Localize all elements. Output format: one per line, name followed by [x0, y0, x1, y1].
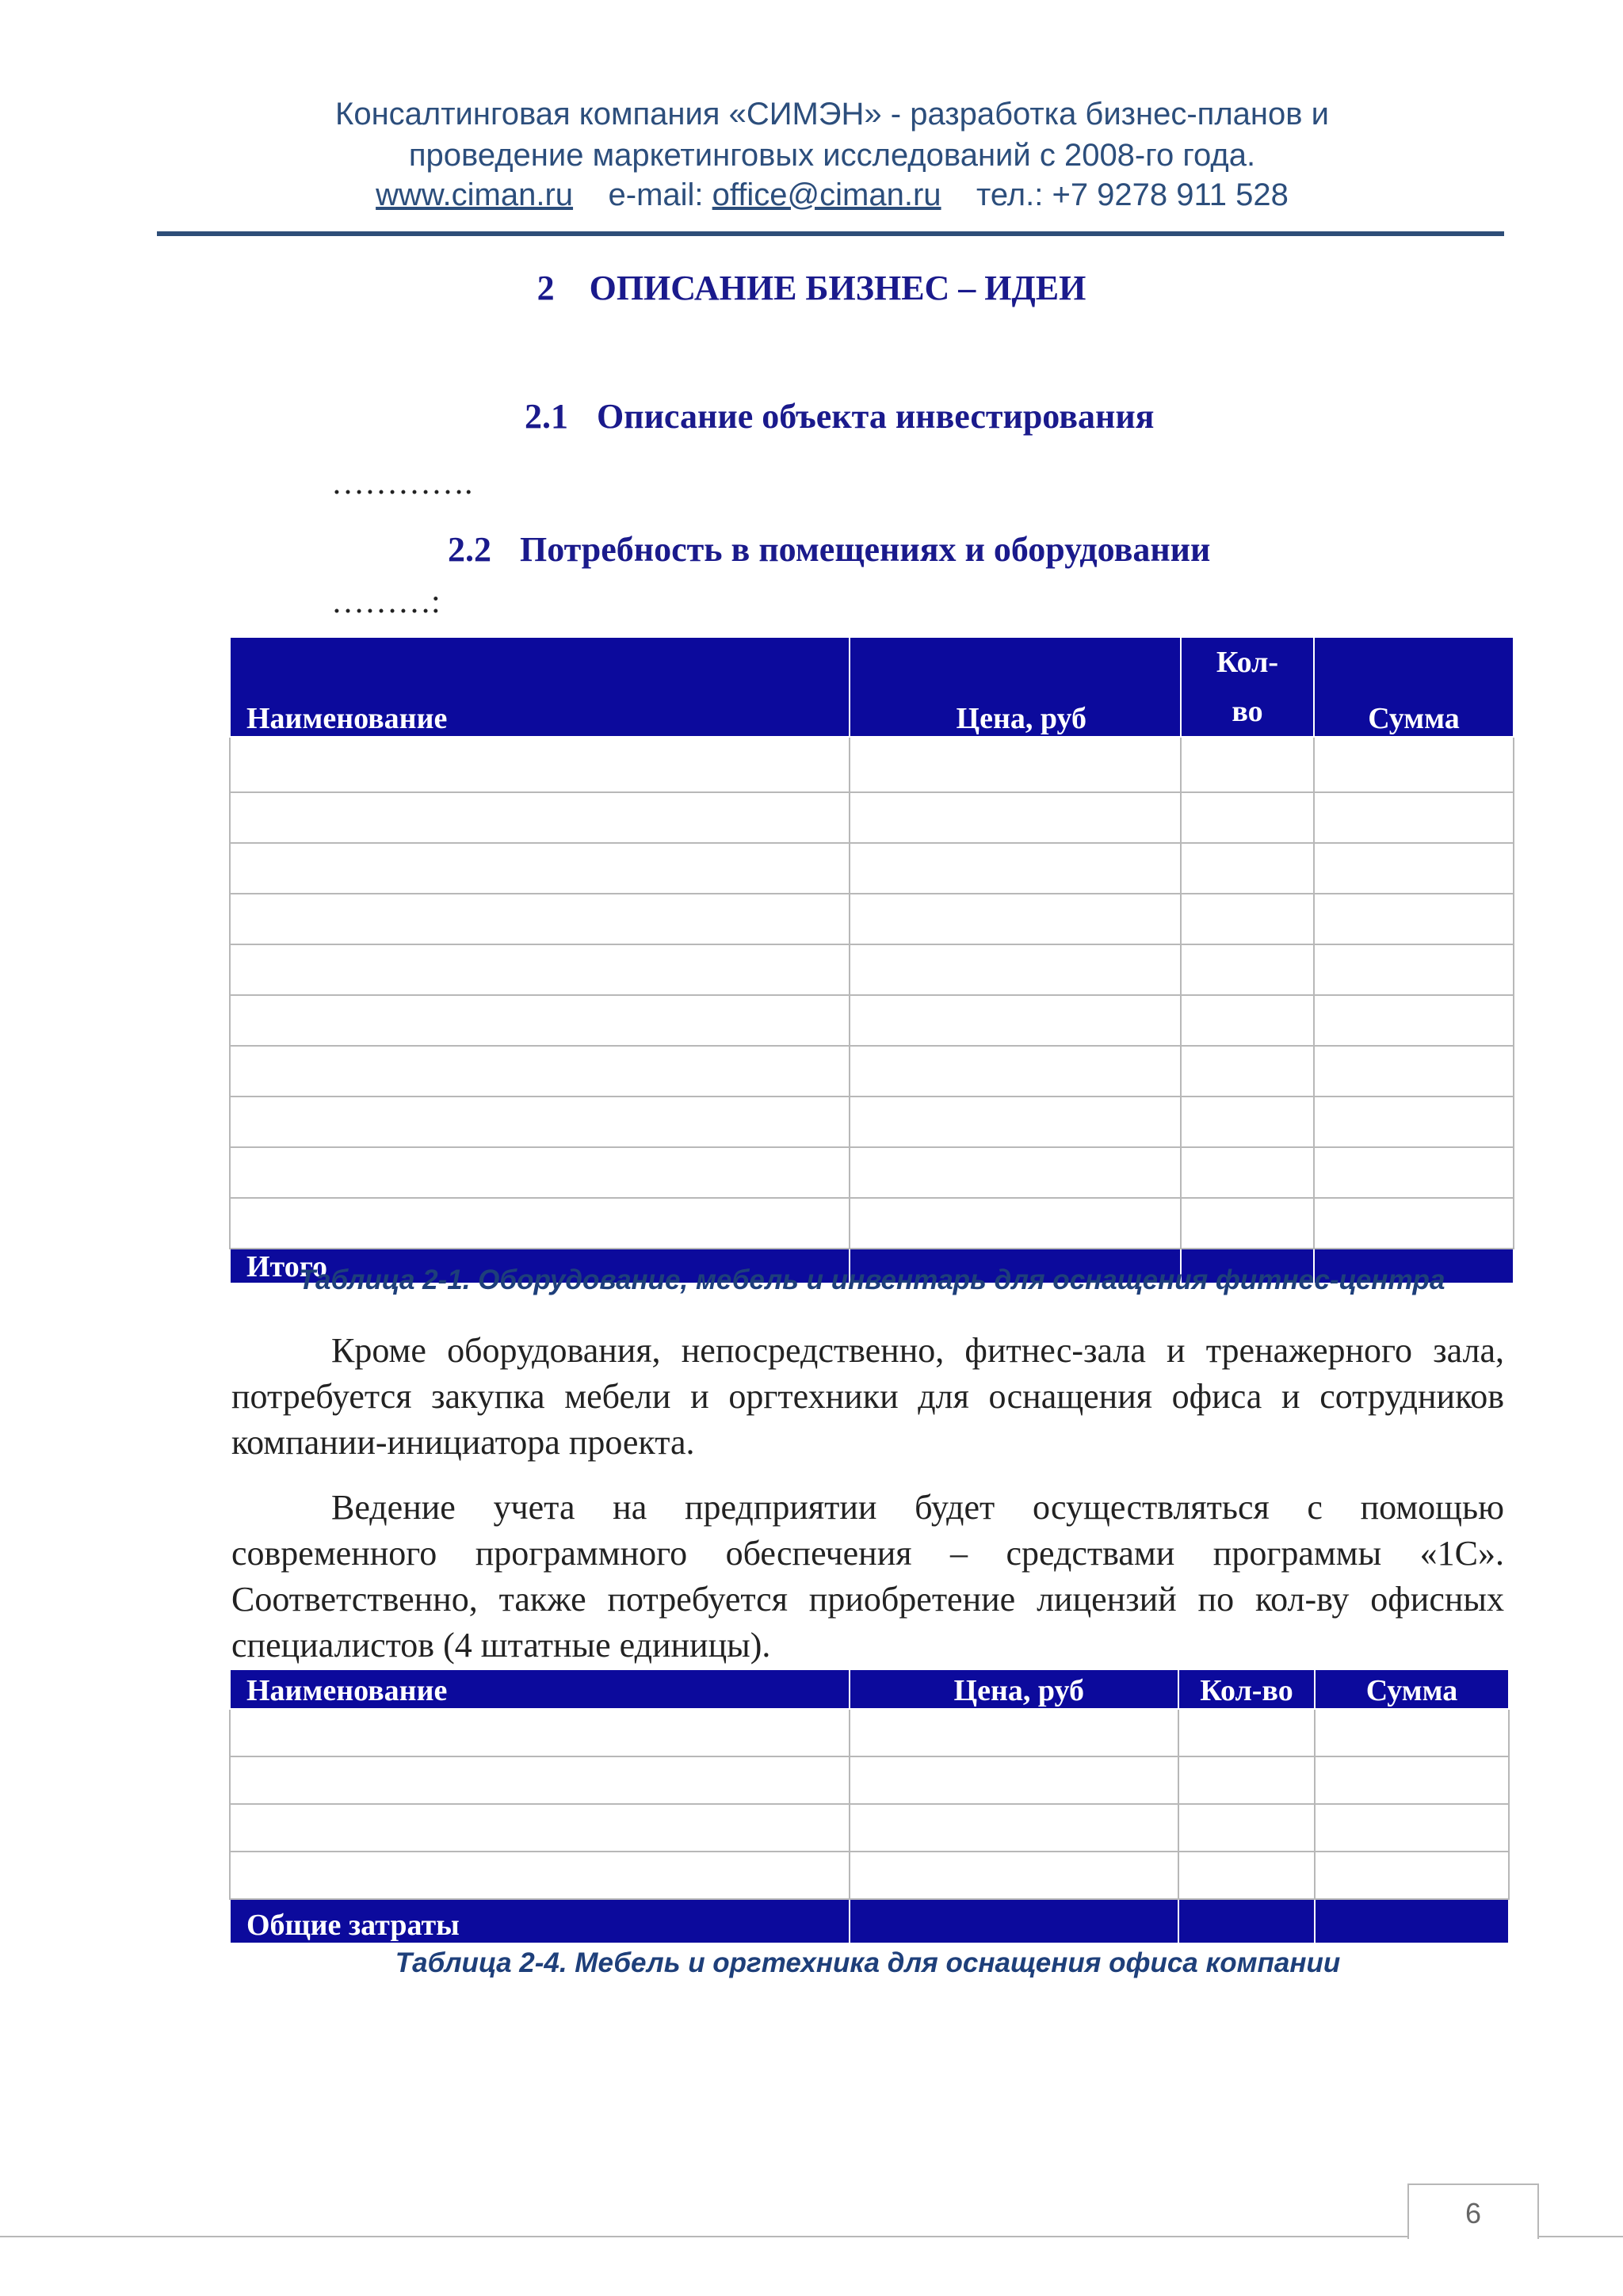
table-total-row: [230, 1899, 1509, 1943]
subsection-number: 2.1: [525, 397, 568, 436]
table-row: [230, 843, 1514, 894]
table-row: [230, 1709, 1509, 1756]
section-title: ОПИСАНИЕ БИЗНЕС – ИДЕИ: [589, 269, 1086, 307]
equipment-table: [229, 636, 1514, 1284]
table-row: [230, 894, 1514, 944]
office-equipment-table: [229, 1669, 1510, 1944]
table-row: [230, 1804, 1509, 1852]
column-header-name: Наименование: [230, 637, 850, 737]
qty-header-line-1: Кол-: [1216, 646, 1279, 679]
page-number: 6: [1407, 2183, 1539, 2239]
table-caption: Таблица 2-4. Мебель и оргтехника для оснащения офиса компании: [395, 1947, 1341, 1978]
section-number: 2: [537, 269, 555, 307]
table-caption: Таблица 2-1. Оборудование, мебель и инвентарь для оснащения фитнес-центра: [298, 1264, 1445, 1295]
footer-rule-right: [1537, 2236, 1623, 2237]
table-row: [230, 1198, 1514, 1249]
subsection-heading-2-1: [525, 396, 1154, 437]
phone-number: тел.: +7 9278 911 528: [976, 177, 1289, 212]
email-label: e-mail:: [608, 177, 704, 212]
paragraph-text: Ведение учета на предприятии будет осуществляться с помощью современного программного обеспечения – средствами программы «1С». Соответственно, также потребуется приобретение лицензий по кол-ву офисных специалистов (4 штатные единицы).: [231, 1488, 1504, 1665]
header-contacts: [158, 174, 1506, 215]
total-label: Итого: [230, 1249, 850, 1283]
table-row: [230, 737, 1514, 792]
column-header-qty: [1181, 637, 1314, 737]
subsection-heading-2-2: [448, 529, 1210, 570]
table-row: [230, 1046, 1514, 1097]
subsection-title: Описание объекта инвестирования: [597, 397, 1155, 436]
table-row: [230, 792, 1514, 843]
placeholder-dots: ………….: [331, 465, 473, 502]
footer-rule-left: [0, 2236, 1407, 2237]
header-line-1: Консалтинговая компания «СИМЭН» - разработка бизнес-планов и: [335, 97, 1329, 132]
column-header-sum: Сумма: [1314, 637, 1514, 737]
table-row: [230, 995, 1514, 1046]
email-link[interactable]: office@ciman.ru: [712, 177, 941, 212]
column-header-price: Цена, руб: [850, 637, 1181, 737]
website-link[interactable]: www.ciman.ru: [376, 177, 574, 212]
section-heading: [0, 268, 1623, 308]
column-header-price: Цена, руб: [850, 1669, 1178, 1709]
column-header-sum: Сумма: [1315, 1669, 1509, 1709]
total-label: Общие затраты: [230, 1899, 850, 1943]
placeholder-dots: ………:: [331, 584, 441, 620]
header-divider: [157, 231, 1504, 236]
paragraph: [231, 1328, 1504, 1466]
table-row: [230, 1147, 1514, 1198]
table-row: [230, 1097, 1514, 1147]
table-row: [230, 1756, 1509, 1804]
qty-header-line-2: во: [1232, 695, 1263, 728]
table-row: [230, 944, 1514, 995]
paragraph: [231, 1485, 1504, 1669]
column-header-qty: Кол-во: [1178, 1669, 1315, 1709]
header-line-2: проведение маркетинговых исследований с 2008-го года.: [408, 138, 1256, 173]
table-header-row: [230, 637, 1514, 737]
paragraph-text: Кроме оборудования, непосредственно, фитнес-зала и тренажерного зала, потребуется закупка мебели и оргтехники для оснащения офиса и сотрудников компании-инициатора проекта.: [231, 1331, 1504, 1462]
table-row: [230, 1852, 1509, 1899]
subsection-number: 2.2: [448, 530, 491, 569]
subsection-title: Потребность в помещениях и оборудовании: [520, 530, 1211, 569]
table-header-row: [230, 1669, 1509, 1709]
column-header-name: Наименование: [230, 1669, 850, 1709]
